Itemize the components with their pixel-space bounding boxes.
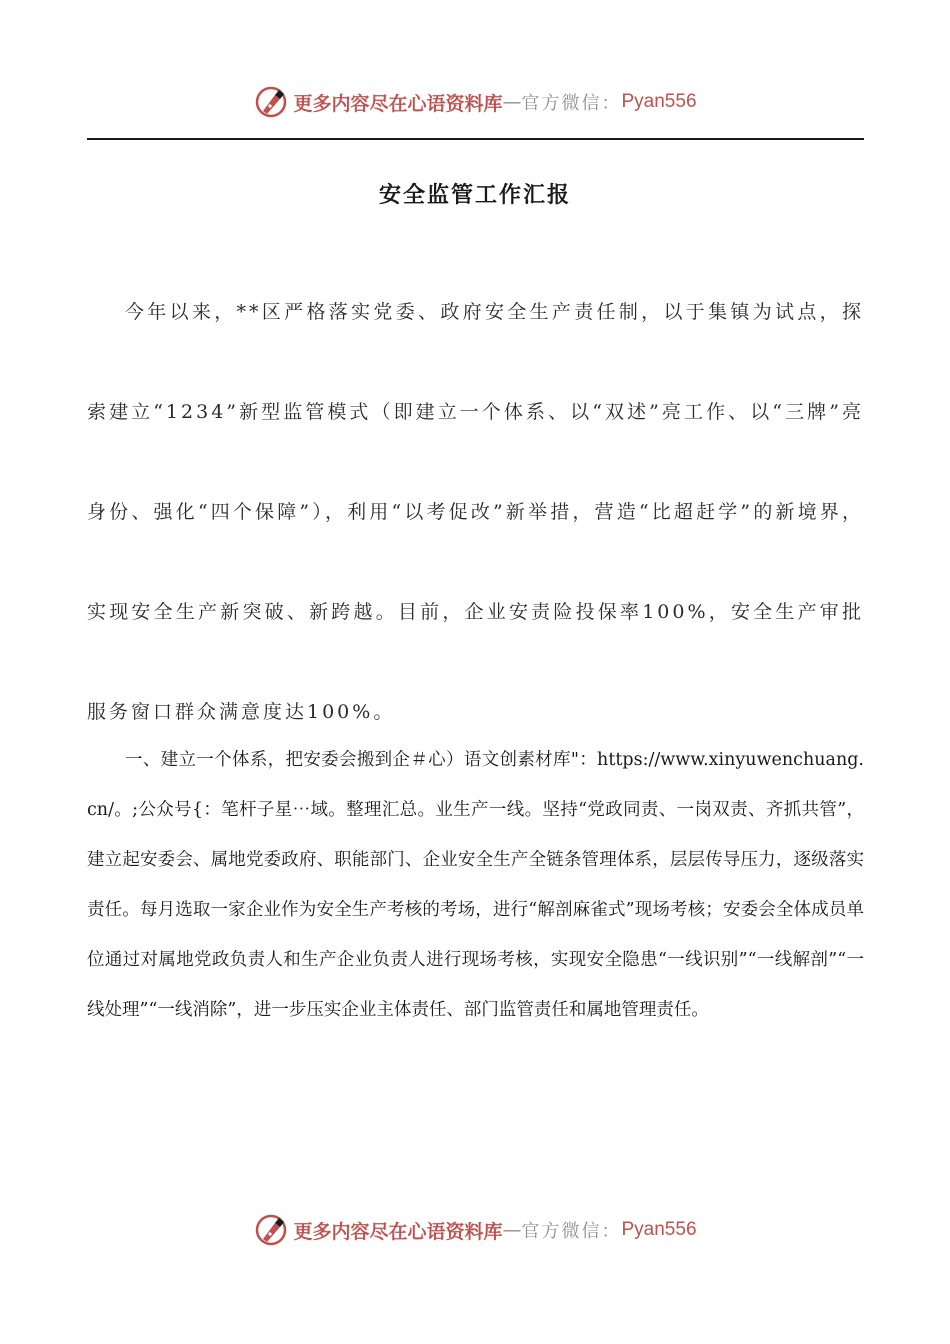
header-separator: — bbox=[502, 91, 522, 113]
header-divider bbox=[87, 138, 864, 140]
footer-separator: — bbox=[502, 1219, 522, 1241]
footer-slogan: 更多内容尽在心语资料库 bbox=[293, 1220, 503, 1243]
footer-banner bbox=[0, 1210, 950, 1250]
header-banner bbox=[0, 82, 950, 122]
document-title: 安全监管工作汇报 bbox=[378, 183, 571, 208]
header-slogan: 更多内容尽在心语资料库 bbox=[293, 92, 503, 115]
paragraph-intro: 今年以来，**区严格落实党委、政府安全生产责任制，以于集镇为试点，探索建立“1234”新型监管模式（即建立一个体系、以“双述”亮工作、以“三牌”亮身份、强化“四个保障”），利用“以考促改”新举措，营造“比超赶学”的新境界，实现安全生产新突破、新跨越。目前，企业安责险投保率100%，安全生产审批服务窗口群众满意度达100%。 bbox=[87, 301, 864, 723]
footer-wechat-id: Pyan556 bbox=[621, 1219, 697, 1240]
paragraph-section-one: 一、建立一个体系，把安委会搬到企＃心）语文创素材库"：https://www.xinyuwenchuang.cn/。;公众号{：笔杆子星⋯域。整理汇总。业生产一线。坚持“党政同责、一岗双责、齐抓共管”，建立起安委会、属地党委政府、职能部门、企业安全生产全链条管理体系，层层传导压力，逐级落实责任。每月选取一家企业作为安全生产考核的考场，进行“解剖麻雀式”现场考核；安委会全体成员单位通过对属地党政负责人和生产企业负责人进行现场考核，实现安全隐患“一线识别”“一线解剖”“一线处理”“一线消除”，进一步压实企业主体责任、部门监管责任和属地管理责任。 bbox=[87, 750, 864, 1020]
header-wechat-label: 官方微信： bbox=[521, 93, 622, 114]
pen-nib-icon bbox=[253, 1212, 289, 1248]
footer-wechat-label: 官方微信： bbox=[521, 1221, 622, 1242]
pen-nib-icon bbox=[253, 84, 289, 120]
header-wechat-id: Pyan556 bbox=[621, 91, 697, 112]
